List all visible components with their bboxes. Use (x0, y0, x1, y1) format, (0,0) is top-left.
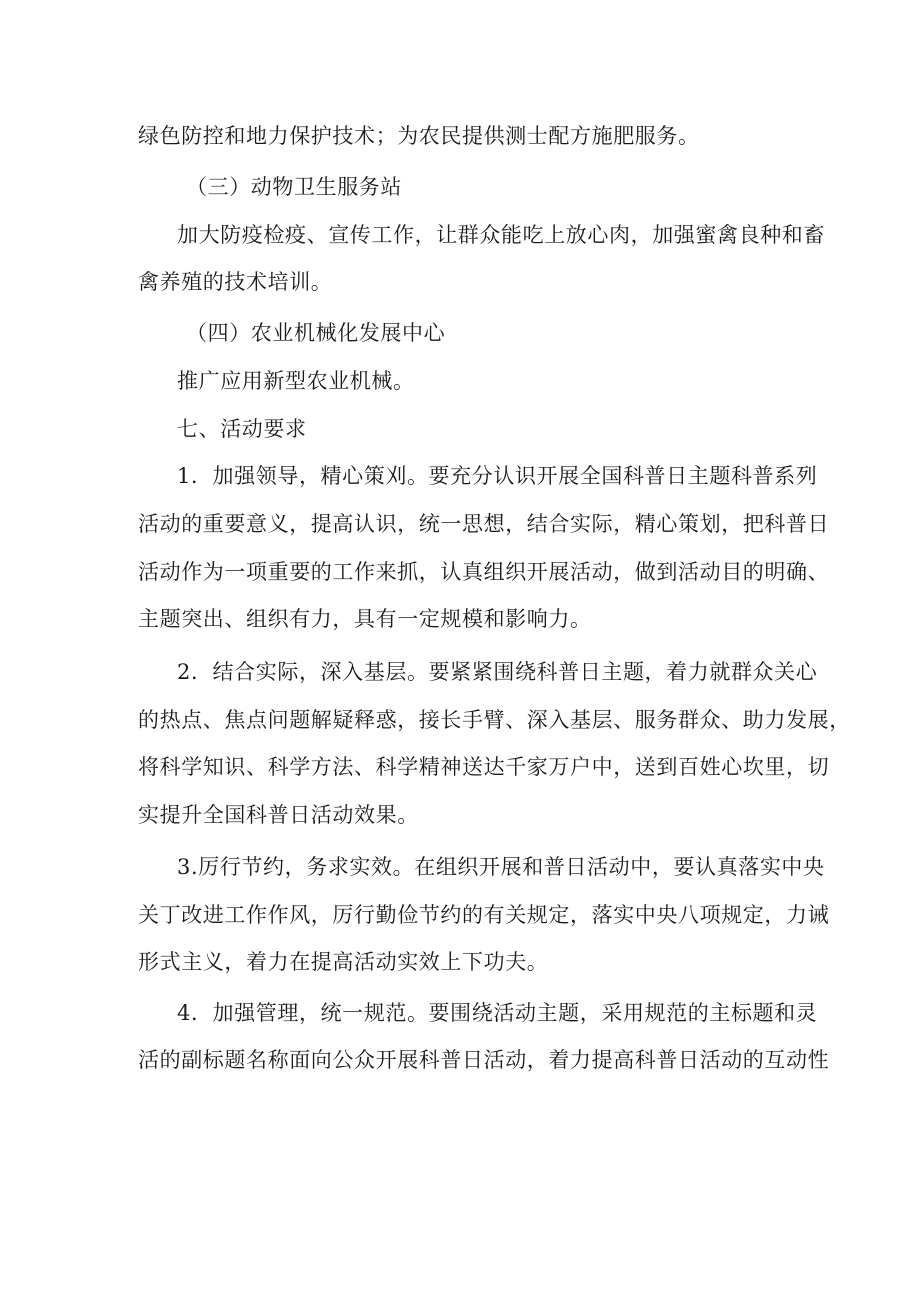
text-line: 的热点、焦点问题解疑释惑，接长手臂、深入基层、服务群众、助力发展， (138, 708, 851, 732)
text-line: 形式主义，着力在提高活动实效上下功夫。 (138, 950, 549, 974)
text-line: 2．结合实际，深入基层。要紧紧围绕科普日主题，着力就群众关心 (177, 660, 818, 684)
section-heading: （三）动物卫生服务站 (186, 175, 402, 199)
text-line: 推广应用新型农业机械。 (177, 369, 415, 393)
section-heading: （四）农业机械化发展中心 (186, 321, 446, 345)
text-line: 实提升全国科普日活动效果。 (138, 803, 419, 827)
text-line: 将科学知识、科学方法、科学精神送达千家万户中，送到百姓心坎里，切 (138, 755, 830, 779)
text-line: 3.厉行节约，务求实效。在组织开展和普日活动中，要认真落实中央 (177, 855, 825, 879)
text-line: 4．加强管理，统一规范。要围绕活动主题，采用规范的主标题和灵 (177, 1001, 818, 1025)
text-line: 主题突出、组织有力，具有一定规模和影响力。 (138, 607, 592, 631)
section-heading: 七、活动要求 (177, 417, 307, 441)
text-line: 关丁改进工作作风，厉行勤俭节约的有关规定，落实中央八项规定，力诫 (138, 903, 830, 927)
text-line: 加大防疫检疫、宣传工作，让群众能吃上放心肉，加强蜜禽良种和畜 (177, 223, 825, 247)
text-line: 活动的重要意义，提高认识，统一思想，结合实际，精心策划，把科普日 (138, 512, 830, 536)
text-line: 活动作为一项重要的工作来抓，认真组织开展活动，做到活动目的明确、 (138, 560, 830, 584)
text-line: 活的副标题名称面向公众开展科普日活动，着力提高科普日活动的互动性 (138, 1048, 830, 1072)
text-line: 禽养殖的技术培训。 (138, 270, 333, 294)
text-line: 绿色防控和地力保护技术；为农民提供测士配方施肥服务。 (138, 124, 700, 148)
text-line: 1．加强领导，精心策刈。要充分认识开展全国科普日主题科普系列 (177, 464, 818, 488)
